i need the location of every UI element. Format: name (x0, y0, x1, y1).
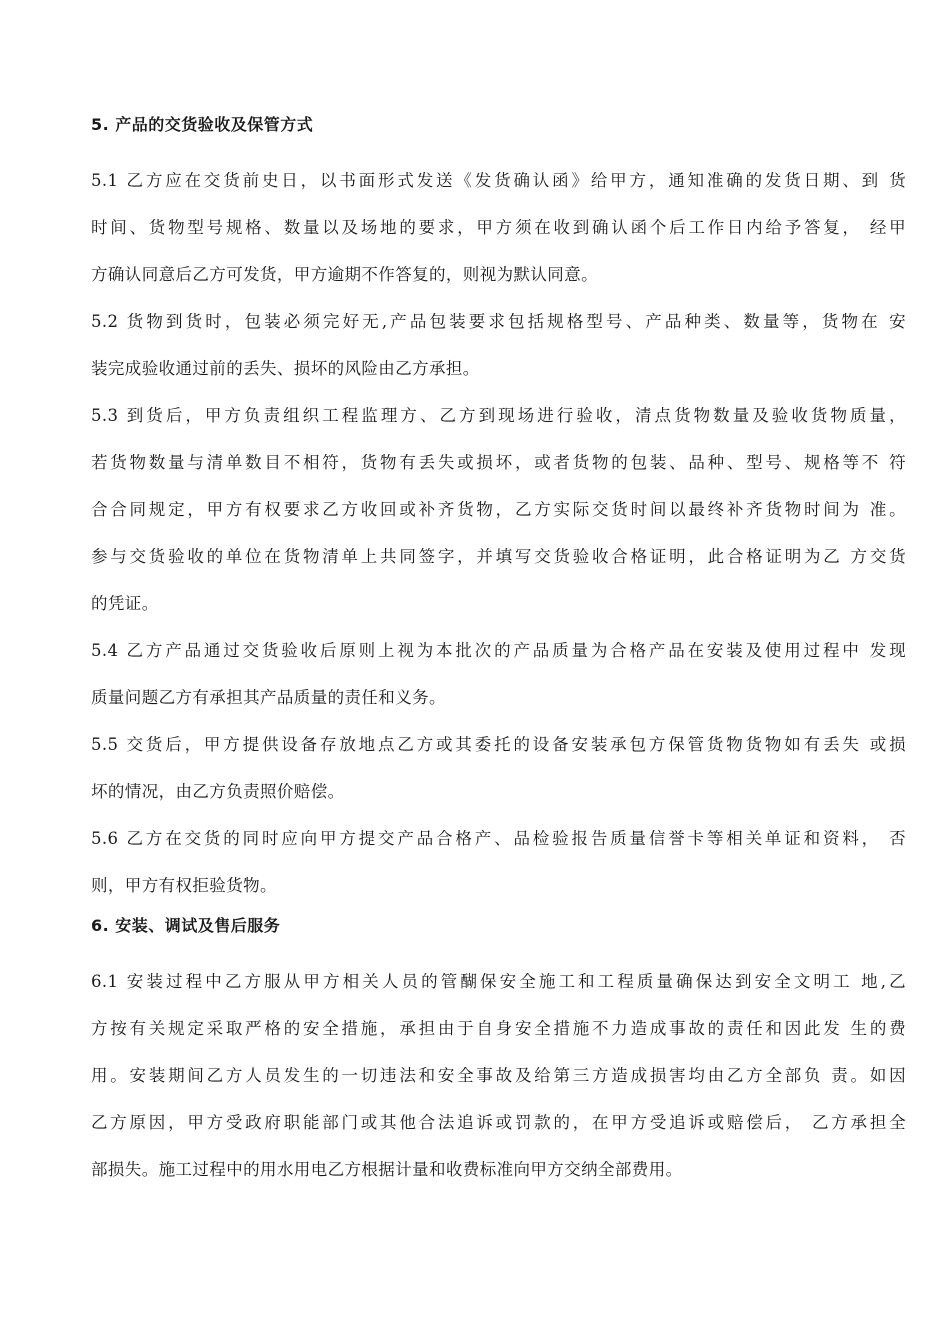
text-line: 装完成验收通过前的丢失、损坏的风险由乙方承担。 (91, 359, 480, 378)
text-line: 5.5 交货后，甲方提供设备存放地点乙方或其委托的设备安装承包方保管货物货物如有丢失 或损 (91, 735, 906, 754)
text-line: 的凭证。 (91, 594, 159, 613)
paragraph-5-6 (91, 815, 906, 909)
text-line: 方确认同意后乙方可发货，甲方逾期不作答复的，则视为默认同意。 (91, 265, 598, 284)
text-line: 质量问题乙方有承担其产品质量的责任和义务。 (91, 688, 446, 707)
text-line: 5.1 乙方应在交货前史日，以书面形式发送《发货确认函》给甲方，通知准确的发货日期、到 货 (91, 171, 906, 190)
section-5-heading: 5. 产品的交货验收及保管方式 (91, 115, 314, 134)
text-line: 合合同规定，甲方有权要求乙方收回或补齐货物，乙方实际交货时间以最终补齐货物时间为 准。 (91, 500, 906, 519)
paragraph-5-5 (91, 721, 906, 815)
paragraph-6-1 (91, 958, 906, 1193)
text-line: 5.2 货物到货时，包装必须完好无,产品包装要求包括规格型号、产品种类、数量等，货物在 安 (91, 312, 906, 331)
text-line: 时间、货物型号规格、数量以及场地的要求，甲方须在收到确认函个后工作日内给予答复， 经甲 (91, 218, 906, 237)
text-line: 5.6 乙方在交货的同时应向甲方提交产品合格产、品检验报告质量信誉卡等相关单证和资料， 否 (91, 829, 906, 848)
paragraph-5-1 (91, 157, 906, 298)
paragraph-5-4 (91, 627, 906, 721)
text-line: 6.1 安装过程中乙方服从甲方相关人员的管醐保安全施工和工程质量确保达到安全文明工 地,乙 (91, 972, 906, 991)
text-line: 若货物数量与清单数目不相符，货物有丢失或损坏，或者货物的包装、品种、型号、规格等不 符 (91, 453, 906, 472)
text-line: 乙方原因，甲方受政府职能部门或其他合法追诉或罚款的，在甲方受追诉或赔偿后， 乙方承担全 (91, 1113, 906, 1132)
document-body (91, 110, 906, 1193)
text-line: 5.3 到货后，甲方负责组织工程监理方、乙方到现场进行验收，清点货物数量及验收货物质量， (91, 406, 906, 425)
text-line: 方按有关规定采取严格的安全措施，承担由于自身安全措施不力造成事故的责任和因此发 生的费 (91, 1019, 906, 1038)
text-line: 部损失。施工过程中的用水用电乙方根据计量和收费标准向甲方交纳全部费用。 (91, 1160, 683, 1179)
text-line: 则，甲方有权拒验货物。 (91, 876, 277, 895)
text-line: 5.4 乙方产品通过交货验收后原则上视为本批次的产品质量为合格产品在安装及使用过程中 发现 (91, 641, 906, 660)
text-line: 参与交货验收的单位在货物清单上共同签字，并填写交货验收合格证明，此合格证明为乙 方交货 (91, 547, 906, 566)
section-6-heading: 6. 安装、调试及售后服务 (91, 916, 281, 935)
text-line: 坏的情况，由乙方负责照价赔偿。 (91, 782, 345, 801)
text-line: 用。安装期间乙方人员发生的一切违法和安全事故及给第三方造成损害均由乙方全部负 责。如因 (91, 1066, 906, 1085)
paragraph-5-2 (91, 298, 906, 392)
paragraph-5-3 (91, 392, 906, 627)
